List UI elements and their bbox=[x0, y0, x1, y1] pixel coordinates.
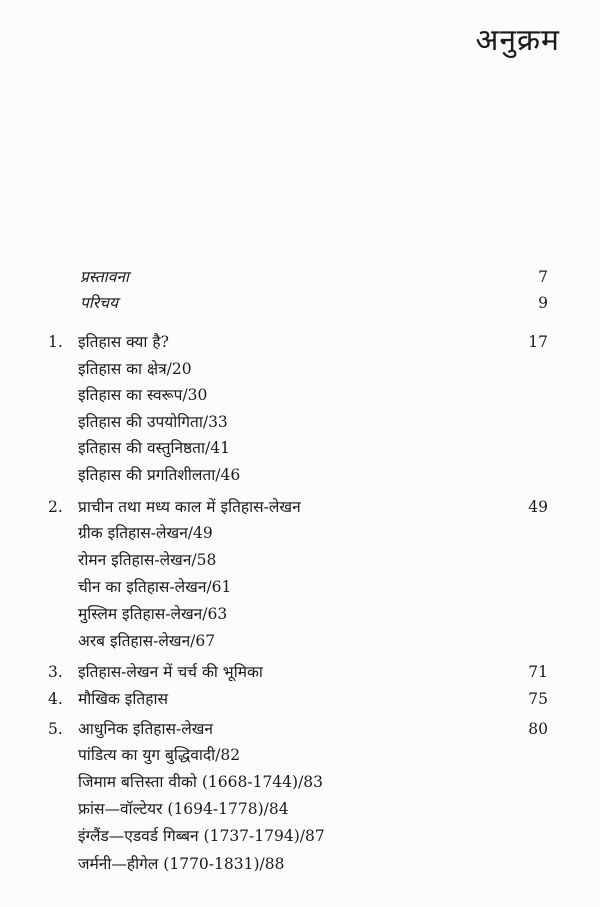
toc-subentry bbox=[0, 356, 600, 382]
entry-page: 49 bbox=[528, 498, 548, 516]
toc-subentry bbox=[0, 520, 600, 546]
toc-subentry bbox=[0, 742, 600, 768]
entry-label: इतिहास-लेखन में चर्च की भूमिका bbox=[78, 663, 263, 681]
entry-label: इतिहास का स्वरूप/30 bbox=[78, 386, 208, 404]
entry-label: जिमाम बत्तिस्ता वीको (1668-1744)/83 bbox=[78, 773, 324, 791]
toc-entry bbox=[0, 659, 600, 685]
entry-page: 75 bbox=[528, 690, 548, 708]
toc-subentry bbox=[0, 382, 600, 408]
entry-number: 3. bbox=[48, 663, 63, 681]
entry-label: इतिहास की प्रगतिशीलता/46 bbox=[78, 466, 241, 484]
entry-label: आधुनिक इतिहास-लेखन bbox=[78, 720, 214, 738]
toc-subentry bbox=[0, 628, 600, 654]
toc-subentry bbox=[0, 601, 600, 627]
entry-label: मुस्लिम इतिहास-लेखन/63 bbox=[78, 605, 228, 623]
toc-subentry bbox=[0, 547, 600, 573]
entry-label: परिचय bbox=[80, 294, 118, 312]
toc-subentry bbox=[0, 462, 600, 488]
toc-entry bbox=[0, 290, 600, 316]
entry-label: प्राचीन तथा मध्य काल में इतिहास-लेखन bbox=[78, 498, 301, 516]
toc-subentry bbox=[0, 435, 600, 461]
page-title: अनुक्रम bbox=[475, 23, 560, 58]
entry-page: 71 bbox=[528, 663, 548, 681]
toc-entry bbox=[0, 329, 600, 355]
entry-label: प्रस्तावना bbox=[80, 268, 129, 286]
toc-entry bbox=[0, 494, 600, 520]
entry-label: चीन का इतिहास-लेखन/61 bbox=[78, 578, 232, 596]
entry-label: ग्रीक इतिहास-लेखन/49 bbox=[78, 524, 213, 542]
toc-subentry bbox=[0, 851, 600, 877]
toc-entry bbox=[0, 686, 600, 712]
entry-page: 9 bbox=[538, 294, 548, 312]
toc-entry bbox=[0, 716, 600, 742]
entry-label: फ्रांस—वॉल्टेयर (1694-1778)/84 bbox=[78, 800, 289, 818]
entry-label: अरब इतिहास-लेखन/67 bbox=[78, 632, 216, 650]
entry-page: 80 bbox=[528, 720, 548, 738]
entry-number: 2. bbox=[48, 498, 63, 516]
entry-label: इतिहास की उपयोगिता/33 bbox=[78, 413, 228, 431]
entry-label: इतिहास का क्षेत्र/20 bbox=[78, 360, 192, 378]
entry-label: इतिहास क्या है? bbox=[78, 333, 169, 351]
entry-label: मौखिक इतिहास bbox=[78, 690, 168, 708]
entry-number: 1. bbox=[48, 333, 63, 351]
entry-number: 5. bbox=[48, 720, 63, 738]
toc-subentry bbox=[0, 769, 600, 795]
entry-label: जर्मनी—हीगेल (1770-1831)/88 bbox=[78, 855, 285, 873]
toc-subentry bbox=[0, 574, 600, 600]
entry-label: रोमन इतिहास-लेखन/58 bbox=[78, 551, 217, 569]
toc-entry bbox=[0, 264, 600, 290]
toc-subentry bbox=[0, 409, 600, 435]
toc-subentry bbox=[0, 823, 600, 849]
entry-page: 7 bbox=[538, 268, 548, 286]
entry-label: इतिहास की वस्तुनिष्ठता/41 bbox=[78, 439, 230, 457]
entry-number: 4. bbox=[48, 690, 63, 708]
entry-page: 17 bbox=[528, 333, 548, 351]
entry-label: पांडित्य का युग बुद्धिवादी/82 bbox=[78, 746, 241, 764]
entry-label: इंग्लैंड—एडवर्ड गिब्बन (1737-1794)/87 bbox=[78, 827, 325, 845]
toc-subentry bbox=[0, 796, 600, 822]
